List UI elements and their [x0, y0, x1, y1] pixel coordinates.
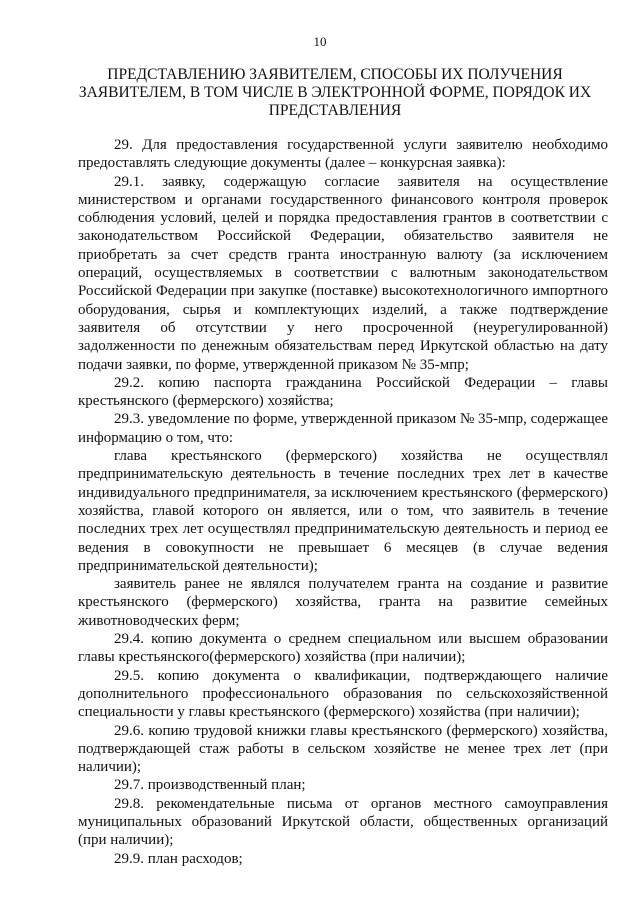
heading-line: ПРЕДСТАВЛЕНИЯ	[268, 102, 402, 119]
paragraph-29: 29. Для предоставления государственной услуги заявителю необходимо предоставлять следующие документы (далее – конкурсная заявка):	[78, 137, 608, 172]
heading-line: ЗАЯВИТЕЛЕМ, В ТОМ ЧИСЛЕ В ЭЛЕКТРОННОЙ ФОРМЕ, ПОРЯДОК ИХ	[78, 84, 592, 101]
paragraph-29-3-item-2: заявитель ранее не являлся получателем гранта на создание и развитие крестьянского (фермерского) хозяйства, гранта на развитие семейных животноводческих ферм;	[78, 576, 608, 629]
paragraph-29-1: 29.1. заявку, содержащую согласие заявителя на осуществление министерством и органами государственного финансового контроля проверок соблюдения условий, целей и порядка предоставления грантов в соответствии с законодательством Российской Федерации, обязательство заявителя не приобретать за счет средств гранта иностранную валюту (за исключением операций, осуществляемых в соответствии с валютным законодательством Российской Федерации при закупке (поставке) высокотехнологичного импортного оборудования, сырья и комплектующих изделий, а также подтверждение заявителя об отсутствии у него просроченной (неурегулированной) задолженности по денежным обязательствам перед Иркутской областью на дату подачи заявки, по форме, утвержденной приказом № 35-мпр;	[78, 173, 608, 373]
section-heading	[78, 66, 592, 120]
paragraph-29-3-item-1: глава крестьянского (фермерского) хозяйства не осуществлял предпринимательскую деятельность в течение последних трех лет в качестве индивидуального предпринимателя, за исключением крестьянского (фермерского) хозяйства, главой которого он является, или о том, что заявитель в течение последних трех лет осуществлял предпринимательскую деятельность и период ее ведения в совокупности не превышает 6 месяцев (в случае ведения предпринимательской деятельности);	[78, 448, 608, 574]
paragraph-29-3: 29.3. уведомление по форме, утвержденной приказом № 35-мпр, содержащее информацию о том, что:	[78, 411, 608, 446]
paragraph-29-4: 29.4. копию документа о среднем специальном или высшем образовании главы крестьянского(фермерского) хозяйства (при наличии);	[78, 631, 608, 666]
heading-line: ПРЕДСТАВЛЕНИЮ ЗАЯВИТЕЛЕМ, СПОСОБЫ ИХ ПОЛУЧЕНИЯ	[107, 66, 563, 83]
paragraph-29-5: 29.5. копию документа о квалификации, подтверждающего наличие дополнительного профессионального образования по сельскохозяйственной специальности у главы крестьянского (фермерского) хозяйства (при наличии);	[78, 667, 608, 721]
paragraph-29-6: 29.6. копию трудовой книжки главы крестьянского (фермерского) хозяйства, подтверждающей стаж работы в сельском хозяйстве не менее трех лет (при наличии);	[78, 722, 608, 776]
paragraph-29-9: 29.9. план расходов;	[114, 850, 243, 867]
page-number: 10	[313, 34, 327, 49]
paragraph-29-7: 29.7. производственный план;	[114, 777, 306, 794]
paragraph-29-8: 29.8. рекомендательные письма от органов местного самоуправления муниципальных образований Иркутской области, общественных организаций (при наличии);	[78, 795, 608, 849]
document-body	[78, 136, 608, 868]
paragraph-29-2: 29.2. копию паспорта гражданина Российской Федерации – главы крестьянского (фермерского) хозяйства;	[78, 374, 608, 410]
